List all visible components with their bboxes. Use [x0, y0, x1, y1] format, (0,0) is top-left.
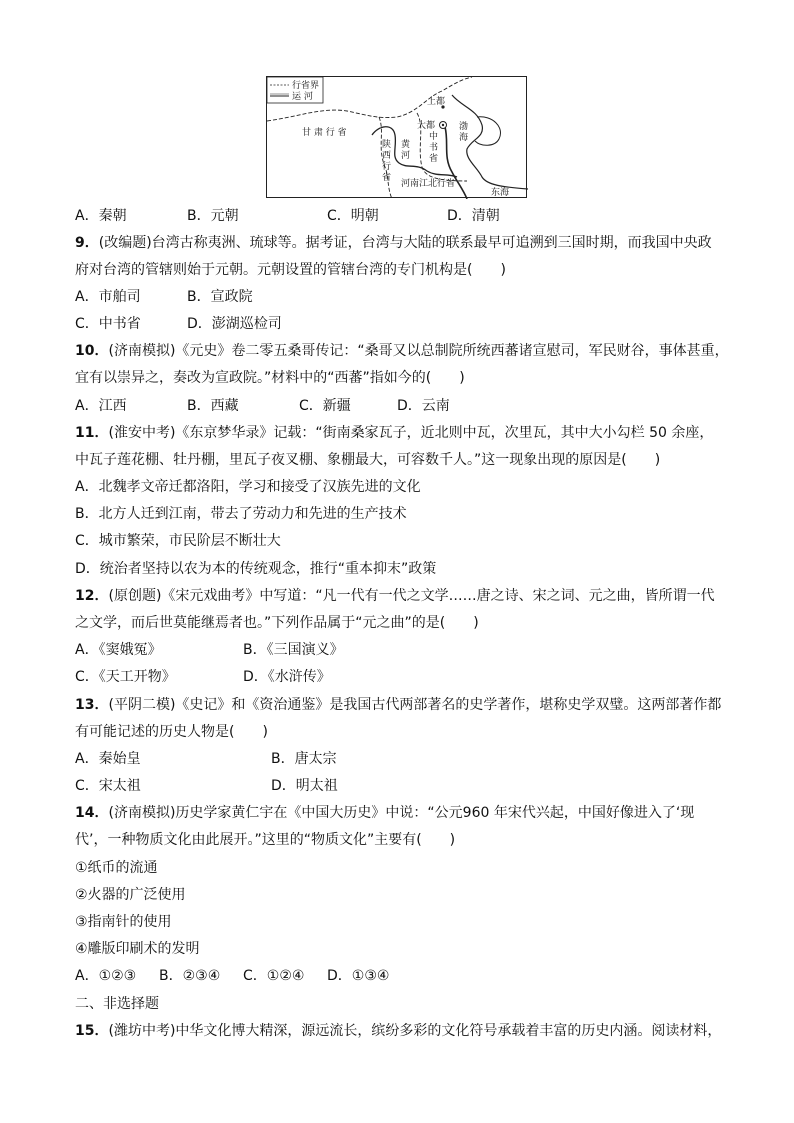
map-label-shaanxi-3: 行: [382, 162, 392, 172]
q8-option-a[interactable]: A．秦朝: [75, 208, 127, 224]
q14-option-b[interactable]: B．②③④: [159, 968, 221, 984]
q14-option-d[interactable]: D．①③④: [327, 968, 390, 984]
q8-option-d[interactable]: D．清朝: [447, 208, 500, 224]
map-label-gansu: 甘 肃 行 省: [302, 128, 347, 138]
section-heading: 二、非选择题: [75, 996, 159, 1012]
q14-option-c[interactable]: C．①②④: [243, 968, 305, 984]
legend-canal-label: 运 河: [292, 92, 313, 102]
q9-option-c[interactable]: C．中书省: [75, 316, 141, 332]
q14-item-1: ①纸币的流通: [75, 860, 158, 876]
q10-option-c[interactable]: C．新疆: [299, 398, 351, 414]
q11-option-b[interactable]: B．北方人迁到江南，带去了劳动力和先进的生产技术: [75, 506, 407, 522]
q11-stem-line-2: 中瓦子莲花棚、牡丹棚，里瓦子夜叉棚、象棚最大，可容数千人。”这一现象出现的原因是( ): [75, 452, 661, 468]
q10-text-1: (济南模拟)《元史》卷二零五桑哥传记：“桑哥又以总制院所统西蕃诸宣慰司，军民财谷，事体甚重，: [108, 343, 729, 359]
q11-option-d[interactable]: D．统治者坚持以农为本的传统观念，推行“重本抑末”政策: [75, 561, 437, 577]
map-label-zhongshu-2: 书: [429, 143, 439, 153]
q13-number: 13．: [75, 697, 109, 713]
q11-option-a[interactable]: A．北魏孝文帝迁都洛阳，学习和接受了汉族先进的文化: [75, 479, 421, 495]
q12-number: 12．: [75, 588, 109, 604]
q8-option-c[interactable]: C．明朝: [327, 208, 379, 224]
q9-stem-line-1: [75, 233, 712, 253]
q10-stem-line-1: [75, 341, 729, 361]
q15-number: 15．: [75, 1023, 109, 1039]
map-label-shaanxi-4: 省: [382, 173, 392, 183]
q14-option-a[interactable]: A．①②③: [75, 968, 137, 984]
q14-text-1: (济南模拟)历史学家黄仁宇在《中国大历史》中说：“公元960 年宋代兴起，中国好像进入了‘现: [108, 805, 695, 821]
map-label-zhongshu-3: 省: [429, 154, 439, 164]
q9-option-b[interactable]: B．宣政院: [187, 289, 253, 305]
q15-stem-line-1: [75, 1021, 721, 1041]
yuan-map-figure: [266, 76, 527, 198]
map-label-shangdu: 上都: [427, 97, 446, 107]
map-label-bohai-1: 渤: [459, 122, 469, 132]
q9-text-1: (改编题)台湾古称夷洲、琉球等。据考证，台湾与大陆的联系最早可追溯到三国时期，而我国中央政: [98, 235, 712, 251]
q14-stem-line-1: [75, 803, 694, 823]
q9-option-a[interactable]: A．市舶司: [75, 289, 141, 305]
q9-option-d[interactable]: D．澎湖巡检司: [187, 316, 282, 332]
q10-stem-line-2: 宜有以崇异之，奏改为宣政院。”材料中的“西蕃”指如今的( ): [75, 370, 465, 386]
q13-stem-line-1: [75, 695, 721, 715]
q10-option-a[interactable]: A．江西: [75, 398, 127, 414]
q8-option-b[interactable]: B．元朝: [187, 208, 239, 224]
q14-item-4: ④雕版印刷术的发明: [75, 941, 200, 957]
map-label-shaanxi-2: 西: [382, 151, 392, 161]
q9-number: 9．: [75, 235, 99, 251]
q14-stem-line-2: 代’，一种物质文化由此展开。”这里的“物质文化”主要有( ): [75, 832, 456, 848]
q9-stem-line-2: 府对台湾的管辖则始于元朝。元朝设置的管辖台湾的专门机构是( ): [75, 262, 506, 278]
q12-text-1: (原创题)《宋元戏曲考》中写道：“凡一代有一代之文学……唐之诗、宋之词、元之曲，皆所谓一代: [108, 588, 715, 604]
q13-option-c[interactable]: C．宋太祖: [75, 778, 141, 794]
q12-option-a[interactable]: A．《窦娥冤》: [75, 642, 162, 658]
q13-option-b[interactable]: B．唐太宗: [271, 751, 337, 767]
q12-stem-line-1: [75, 586, 715, 606]
map-label-henan: 河南江北行省: [401, 179, 456, 189]
q12-option-b[interactable]: B．《三国演义》: [243, 642, 344, 658]
q11-stem-line-1: [75, 423, 713, 443]
map-label-huanghe-2: 河: [401, 151, 411, 161]
q14-number: 14．: [75, 805, 109, 821]
legend-boundary-label: 行省界: [292, 81, 320, 91]
yuan-map-drawing: [267, 77, 528, 199]
map-label-huanghe-1: 黄: [401, 140, 411, 150]
q10-option-d[interactable]: D．云南: [397, 398, 450, 414]
map-label-bohai-2: 海: [459, 133, 469, 143]
q13-option-a[interactable]: A．秦始皇: [75, 751, 141, 767]
q15-text-1: (潍坊中考)中华文化博大精深，源远流长，缤纷多彩的文化符号承载着丰富的历史内涵。阅读材料，: [108, 1023, 722, 1039]
q12-stem-line-2: 之文学，而后世莫能继焉者也。”下列作品属于“元之曲”的是( ): [75, 615, 479, 631]
map-label-zhongshu-1: 中: [429, 132, 439, 142]
q12-option-d[interactable]: D．《水浒传》: [243, 669, 331, 685]
q11-option-c[interactable]: C．城市繁荣，市民阶层不断壮大: [75, 533, 281, 549]
q10-number: 10．: [75, 343, 109, 359]
q10-option-b[interactable]: B．西藏: [187, 398, 239, 414]
map-label-shaanxi-1: 陕: [382, 140, 392, 150]
map-label-dadu: 大都: [417, 121, 436, 131]
q13-text-1: (平阴二模)《史记》和《资治通鉴》是我国古代两部著名的史学著作，堪称史学双璧。这两部著作都: [108, 697, 722, 713]
q13-stem-line-2: 有可能记述的历史人物是( ): [75, 724, 268, 740]
q11-number: 11．: [75, 425, 109, 441]
map-label-donghai: 东海: [491, 188, 510, 198]
q13-option-d[interactable]: D．明太祖: [271, 778, 338, 794]
q11-text-1: (淮安中考)《东京梦华录》记载：“街南桑家瓦子，近北则中瓦，次里瓦，其中大小勾栏 50 余座，: [108, 425, 714, 441]
q14-item-2: ②火器的广泛使用: [75, 887, 186, 903]
q14-item-3: ③指南针的使用: [75, 914, 172, 930]
q12-option-c[interactable]: C．《天工开物》: [75, 669, 176, 685]
